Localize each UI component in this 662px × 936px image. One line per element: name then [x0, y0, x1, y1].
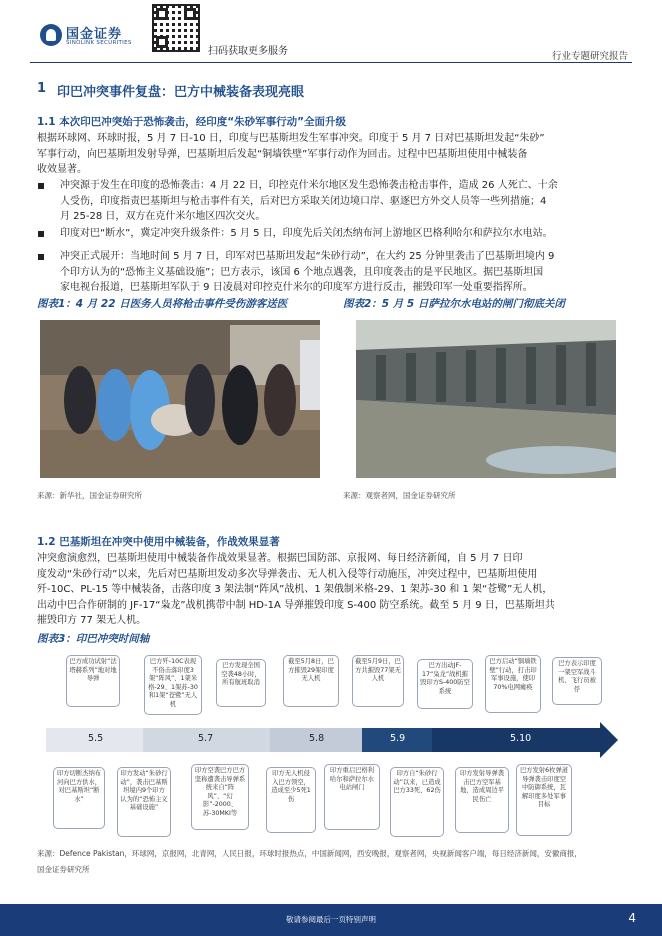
timeline-top-event: 巴方发现全国空袭48小时，所有航班取消 [216, 659, 266, 707]
timeline-bottom-event: 印方重启巴格利哈尔和萨拉尔水电站闸门 [324, 764, 380, 830]
timeline-bottom-event: 印方发动“朱砂行动”，袭击巴基斯坦境内9个印方认为的“恐怖主义基础设施” [117, 767, 171, 837]
subsection-1-2-title: 1.2 巴基斯坦在冲突中使用中械装备，作战效果显著 [37, 536, 280, 548]
bullet-icon [38, 254, 44, 260]
text-line: 个印方认为的“恐怖主义基础设施”；巴方表示，该国 6 个地点遇袭，且印度袭击的是平民地区。据巴基斯坦国 [60, 266, 544, 278]
text-line: 冲突源于发生在印度的恐怖袭击：4 月 22 日，印控克什米尔地区发生恐怖袭击枪击事件，造成 26 人死亡、十余 [60, 180, 558, 191]
figure-2-caption: 图表2：5 月 5 日萨拉尔水电站的闸门彻底关闭 [343, 298, 565, 310]
qr-caption: 扫码获取更多服务 [208, 46, 288, 57]
timeline-top-event: 巴方启动“铜墙铁壁”行动，打击印军事设施，使印70%电网瘫痪 [485, 655, 541, 713]
intro-paragraph [37, 131, 629, 178]
qr-code-icon[interactable] [152, 4, 200, 52]
timeline-top-event: 巴方出动JF-17“枭龙”战机摧毁印方S-400防空系统 [417, 659, 473, 709]
text-line: 冲突正式展开：当地时间 5 月 7 日，印军对巴基斯坦发起“朱砂行动”，在大约 25 分钟里袭击了巴基斯坦境内 9 [60, 251, 555, 262]
bullet-2 [60, 226, 630, 242]
bullet-icon [38, 183, 44, 189]
timeline-top-event: 巴方歼-10C表现不俗击落印度3架“阵风”、1架米格-29、1架苏-30和1架“苍鹭”无人机 [144, 655, 202, 715]
subsection-1-1-title: 1.1 本次印巴冲突始于恐怖袭击，经印度“朱砂军事行动”全面升级 [37, 116, 347, 128]
page-number: 4 [628, 911, 636, 925]
bullet-3 [60, 249, 630, 296]
timeline-date: 5.10 [510, 733, 532, 744]
text-line: 出动中巴合作研制的 JF-17“枭龙”战机携带中制 HD-1A 导弹摧毁印度 S-400 防空系统。截至 5 月 9 日，巴基斯坦共 [37, 599, 555, 611]
figure-2-photo [356, 320, 616, 478]
figure-3-source-cont: 国金证券研究所 [37, 865, 90, 874]
figure-3-source: 来源：Defence Pakistan，环球网，京报网，北青网，人民日报，环球时报热点，中国新闻网，西安晚报，观察者网，央视新闻客户端，每日经济新闻，安徽商报， [37, 849, 582, 858]
timeline-bottom-event: 印方无人机侵入巴方领空，造成至少5死1伤 [266, 767, 316, 833]
figure-2-source: 来源：观察者网，国金证券研究所 [343, 491, 456, 500]
text-line: 收效显著。 [37, 164, 87, 175]
timeline-top-event: 截至5月9日，巴方共摧毁77架无人机 [352, 655, 404, 707]
text-line: 家电视台报道，巴基斯坦军队于 9 日凌晨对印控克什米尔的印度军方进行反击，摧毁印军一处重要指挥所。 [60, 282, 533, 293]
timeline-date: 5.8 [309, 733, 325, 744]
timeline-bottom-event: 印方切断杰纳布河向巴方供水，对巴基斯坦“断水” [53, 767, 105, 829]
figure-1-caption: 图表1：4 月 22 日医务人员将枪击事件受伤游客送医 [37, 298, 288, 310]
footer-disclaimer[interactable]: 敬请参阅最后一页特别声明 [286, 915, 376, 924]
timeline-top-event: 巴方成功试射“法塔赫系列”地对地导弹 [66, 655, 120, 707]
text-line: 摧毁印方 77 架无人机。 [37, 615, 147, 626]
subsection-1-2-paragraph [37, 551, 629, 629]
text-line: 人受伤，印度指责巴基斯坦与枪击事件有关，后对巴方采取关闭边境口岸、驱逐巴方外交人员等一些列措施；4 [60, 195, 547, 207]
timeline-date: 5.5 [88, 733, 104, 744]
header-divider [30, 62, 632, 63]
text-line: 歼-10C、PL-15 等中械装备，击落印度 3 架法制“阵风”战机、1 架俄制米格-29、1 架苏-30 和 1 架“苍鹭”无人机， [37, 584, 553, 595]
text-line: 根据环球网、环球时报，5 月 7 日-10 日，印度与巴基斯坦发生军事冲突。印度于 5 月 7 日对巴基斯坦发起“朱砂” [37, 133, 545, 144]
figure-1-source: 来源：新华社，国金证券研究所 [37, 491, 142, 500]
text-line: 月 25-28 日，双方在克什米尔地区四次交火。 [60, 211, 266, 222]
timeline-bottom-event: 印方发射导弹袭击巴方空军基地，造成周边平民伤亡 [455, 767, 509, 833]
report-type: 行业专题研究报告 [551, 51, 628, 62]
figure-3-caption: 图表3：印巴冲突时间轴 [37, 633, 150, 645]
timeline-bottom-event: 印方空袭巴方巴方坚称遭袭击导弹系统来自“阵风”、“幻影”-2000、苏-30MKI等 [191, 764, 249, 830]
bullet-1 [60, 178, 630, 225]
timeline-top-event: 截至5月8日，巴方摧毁29架印度无人机 [283, 655, 339, 707]
brand-logo-icon [40, 24, 62, 46]
timeline-bottom-event: 巴方发射6枚弹道导弹袭击印度空中防御系统，瓦解印度多处军事目标 [516, 764, 572, 836]
text-line: 军事行动，向巴基斯坦发射导弹，巴基斯坦后发起“铜墙铁壁”军事行动作为回击。过程中巴基斯坦使用中械装备 [37, 148, 528, 160]
section-title: 印巴冲突事件复盘：巴方中械装备表现亮眼 [57, 85, 305, 100]
section-number: 1 [37, 81, 47, 96]
timeline-arrow-icon [600, 722, 618, 758]
brand-name: 国金证券 [66, 27, 123, 42]
timeline-top-event: 巴方表示印度一架空军战斗机、飞行员被俘 [552, 657, 602, 705]
figure-1-photo [40, 320, 320, 478]
text-line: 冲突愈演愈烈，巴基斯坦使用中械装备作战效果显著。根据巴国防部、京报网、每日经济新闻，自 5 月 7 日印 [37, 553, 523, 564]
text-line: 印度对巴“断水”，冀定冲突升级条件：5 月 5 日，印度先后关闭杰纳布河上游地区巴格利哈尔和萨拉尔水电站。 [60, 228, 553, 239]
timeline-date: 5.9 [390, 733, 406, 744]
brand-name-en: SINOLINK SECURITIES [66, 40, 132, 46]
text-line: 度发动“朱砂行动”以来，先后对巴基斯坦发动多次导弹袭击、无人机入侵等行动施压，冲突过程中，巴基斯坦使用 [37, 568, 538, 580]
bullet-icon [38, 231, 44, 237]
timeline-date: 5.7 [198, 733, 214, 744]
timeline-bottom-event: 印方自“朱砂行动”以来，已造成巴方33死、62伤 [390, 767, 444, 837]
